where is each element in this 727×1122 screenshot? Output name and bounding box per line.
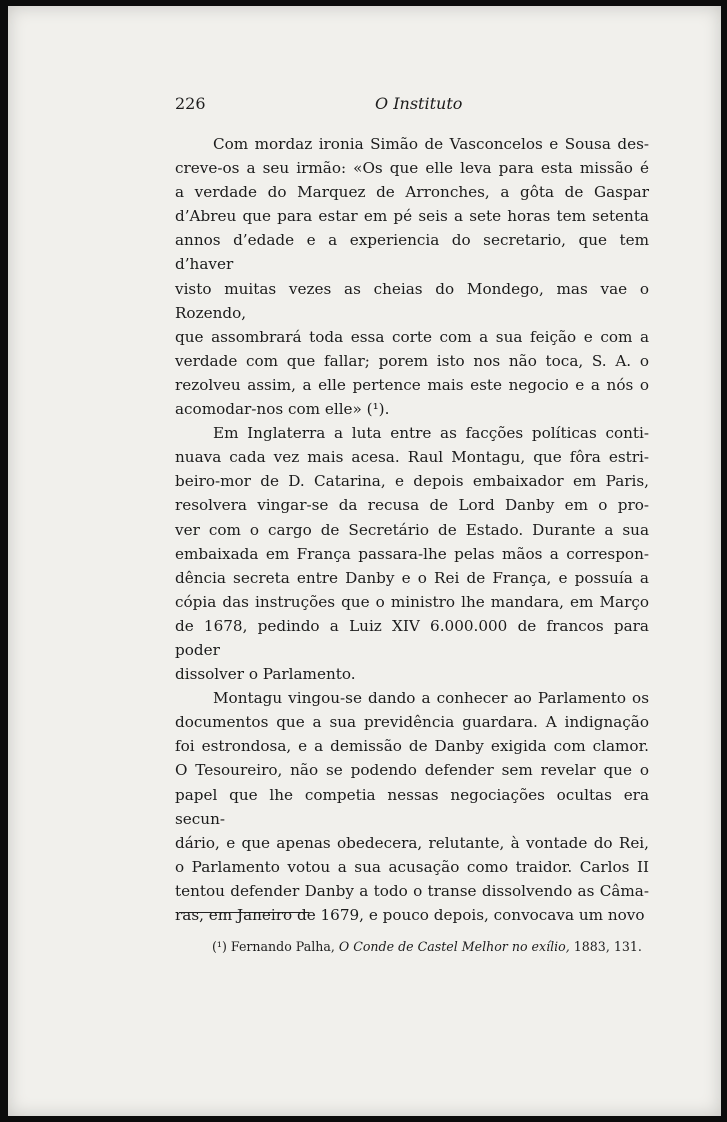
footnote-divider — [179, 912, 309, 913]
text-line: Com mordaz ironia Simão de Vasconcelos e Sousa des- — [213, 135, 649, 153]
text-line: Em Inglaterra a luta entre as facções políticas conti- — [213, 424, 649, 443]
footnote — [212, 939, 652, 954]
text-line: dário, e que apenas obedecera, relutante, à vontade do Rei, — [175, 833, 649, 852]
text-line: papel que lhe competia nessas negociações ocultas era secun- — [175, 785, 649, 828]
paragraph — [175, 686, 649, 927]
text-line: Montagu vingou-se dando a conhecer ao Parlamento os — [213, 689, 649, 708]
text-line: tentou defender Danby a todo o transe dissolvendo as Câma- — [175, 881, 649, 900]
text-line: a verdade do Marquez de Arronches, a gôta de Gaspar — [175, 183, 649, 202]
page-header — [175, 94, 649, 116]
footnote-marker: (¹) — [212, 939, 227, 954]
footnote-author: Fernando Palha, — [230, 939, 335, 954]
text-line: annos d’edade e a experiencia do secretario, que tem d’haver — [175, 231, 649, 274]
page-number: 226 — [175, 94, 206, 113]
paragraph — [175, 421, 649, 686]
text-line: dissolver o Parlamento. — [175, 665, 356, 684]
text-line: que assombrará toda essa corte com a sua feição e com a — [175, 327, 649, 346]
text-line: cópia das instruções que o ministro lhe mandara, em Março — [175, 592, 649, 611]
text-line: ver com o cargo de Secretário de Estado. Durante a sua — [175, 520, 649, 539]
text-line: dência secreta entre Danby e o Rei de França, e possuía a — [175, 568, 649, 587]
text-line: acomodar-nos com elle» (¹). — [175, 400, 390, 419]
footnote-details: 1883, 131. — [573, 939, 642, 954]
book-page — [8, 6, 721, 1116]
text-line: de 1678, pedindo a Luiz XIV 6.000.000 de francos para poder — [175, 616, 649, 659]
paragraph — [175, 132, 649, 421]
running-title: O Instituto — [375, 94, 463, 113]
text-line: documentos que a sua previdência guardara. A indignação — [175, 713, 649, 732]
text-line: resolvera vingar-se da recusa de Lord Danby em o pro- — [175, 496, 649, 515]
text-line: verdade com que fallar; porem isto nos não toca, S. A. o — [175, 351, 649, 370]
text-line: beiro-mor de D. Catarina, e depois embaixador em Paris, — [175, 472, 649, 491]
text-line: visto muitas vezes as cheias do Mondego, mas vae o Rozendo, — [175, 279, 649, 322]
text-line: o Parlamento votou a sua acusação como traidor. Carlos II — [175, 857, 649, 876]
text-line: ras, em Janeiro de 1679, e pouco depois, convocava um novo — [175, 906, 645, 924]
text-line: O Tesoureiro, não se podendo defender sem revelar que o — [175, 761, 649, 780]
footnote-title: O Conde de Castel Melhor no exílio, — [338, 939, 570, 954]
text-line: embaixada em França passara-lhe pelas mãos a correspon- — [175, 544, 649, 563]
body-text — [175, 132, 649, 927]
text-line: d’Abreu que para estar em pé seis a sete horas tem setenta — [175, 207, 649, 226]
text-line: nuava cada vez mais acesa. Raul Montagu, que fôra estri- — [175, 448, 649, 467]
text-line: creve-os a seu irmão: «Os que elle leva para esta missão é — [175, 159, 649, 178]
text-line: foi estrondosa, e a demissão de Danby exigida com clamor. — [175, 737, 649, 756]
text-line: rezolveu assim, a elle pertence mais este negocio e a nós o — [175, 375, 649, 394]
